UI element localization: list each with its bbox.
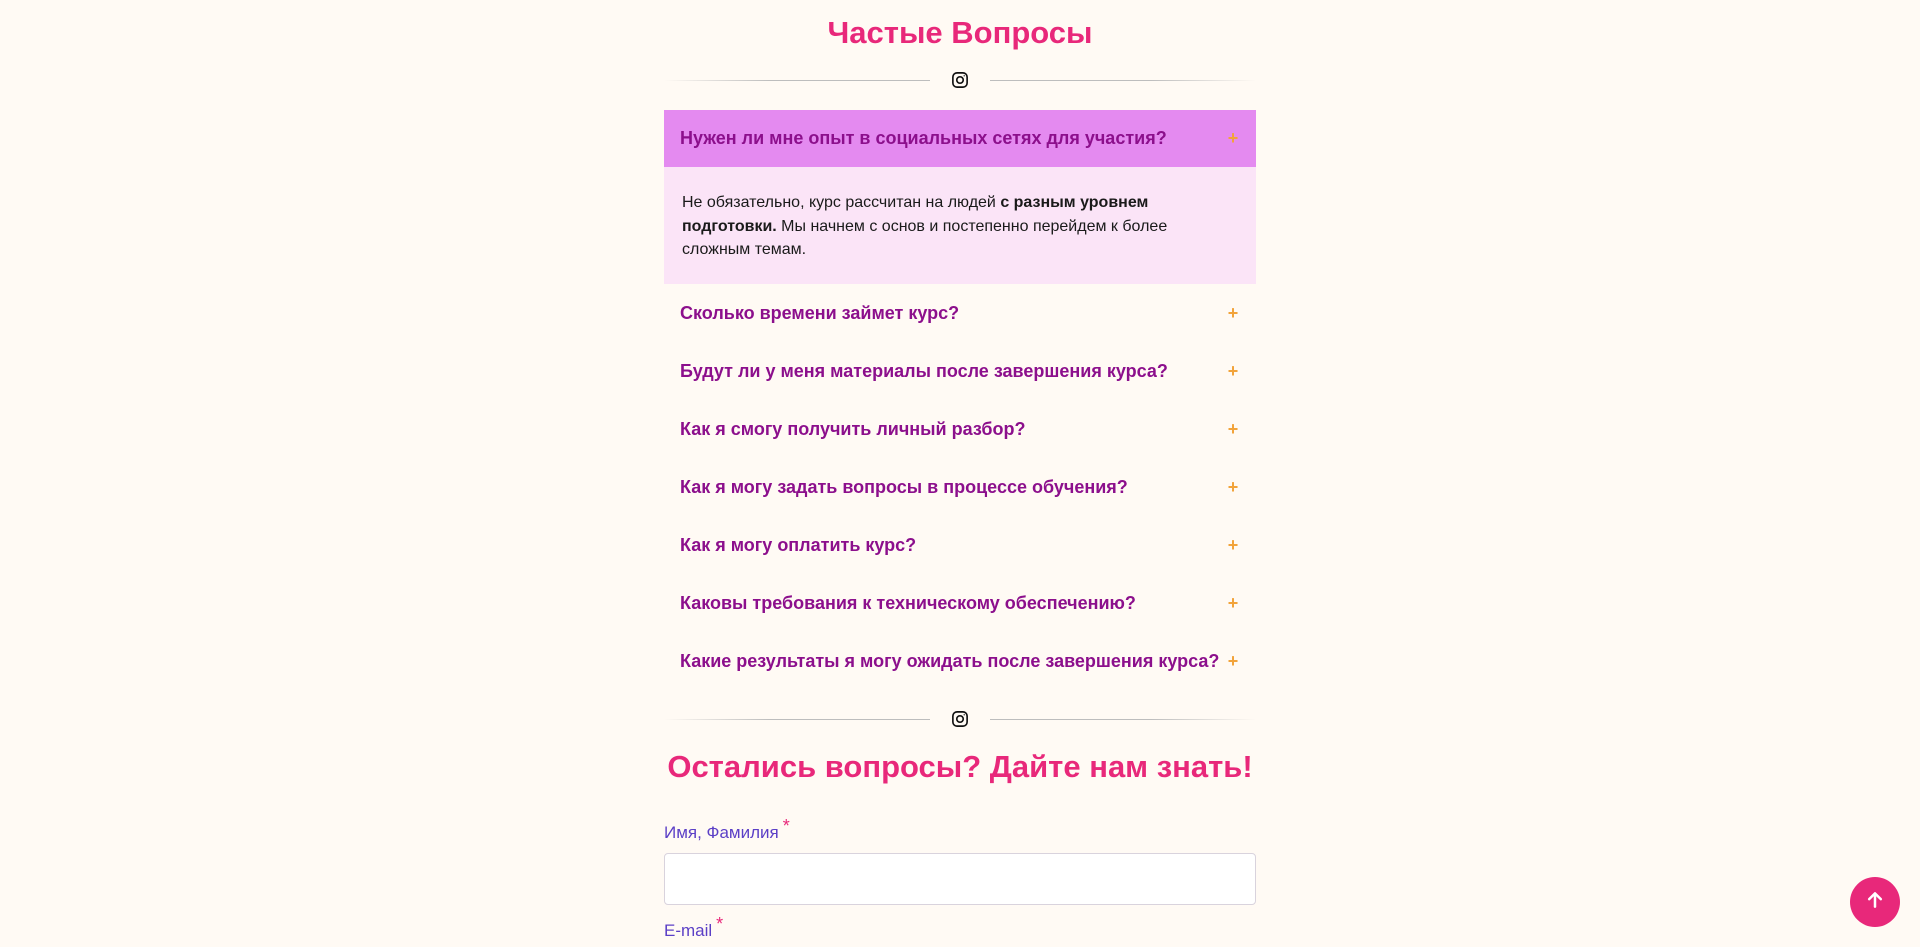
faq-question-text: Нужен ли мне опыт в социальных сетях для участия? xyxy=(680,128,1167,148)
faq-question-text: Какие результаты я могу ожидать после завершения курса? xyxy=(680,650,1220,671)
divider xyxy=(664,68,1256,92)
plus-icon: + xyxy=(1227,360,1239,381)
faq-question-text: Сколько времени займет курс? xyxy=(680,302,960,323)
faq-question-toggle[interactable] xyxy=(664,110,1256,167)
faq-answer xyxy=(664,167,1256,284)
email-label-text: E-mail xyxy=(664,921,713,940)
answer-emphasis: с разным уровнем подготовки. xyxy=(682,194,1149,235)
faq-heading: Частые Вопросы xyxy=(827,15,1093,50)
answer-text: Не обязательно, курс рассчитан на людей xyxy=(682,194,1001,211)
faq-item xyxy=(664,458,1256,516)
required-asterisk: * xyxy=(782,816,790,836)
divider-line xyxy=(664,719,930,720)
plus-icon: + xyxy=(1227,592,1239,613)
faq-question-toggle[interactable] xyxy=(664,284,1256,342)
divider-line xyxy=(664,80,930,81)
faq-item xyxy=(664,284,1256,342)
faq-item xyxy=(664,400,1256,458)
plus-icon: + xyxy=(1227,128,1239,148)
faq-question-toggle[interactable] xyxy=(664,342,1256,400)
plus-icon: + xyxy=(1227,302,1239,323)
faq-accordion xyxy=(664,110,1256,690)
instagram-icon xyxy=(950,709,970,729)
plus-icon: + xyxy=(1227,418,1239,439)
divider xyxy=(664,707,1256,731)
faq-item xyxy=(664,342,1256,400)
answer-text: Мы начнем с основ и постепенно перейдем к более сложным темам. xyxy=(682,217,1168,258)
contact-heading: Остались вопросы? Дайте нам знать! xyxy=(667,749,1253,784)
divider-line xyxy=(990,719,1256,720)
name-field[interactable] xyxy=(664,853,1256,905)
faq-question-toggle[interactable] xyxy=(664,516,1256,574)
faq-question-text: Как я могу оплатить курс? xyxy=(680,534,917,555)
faq-question-text: Как я могу задать вопросы в процессе обучения? xyxy=(680,476,1128,497)
required-asterisk: * xyxy=(716,914,724,934)
faq-question-toggle[interactable] xyxy=(664,400,1256,458)
email-field-label xyxy=(664,914,724,941)
faq-question-toggle[interactable] xyxy=(664,632,1256,690)
arrow-up-icon xyxy=(1865,890,1885,915)
faq-answer-text xyxy=(682,191,1202,262)
faq-item xyxy=(664,632,1256,690)
name-label-text: Имя, Фамилия xyxy=(664,823,779,842)
plus-icon: + xyxy=(1227,476,1239,497)
faq-question-text: Будут ли у меня материалы после завершения курса? xyxy=(680,360,1168,381)
faq-question-toggle[interactable] xyxy=(664,574,1256,632)
divider-line xyxy=(990,80,1256,81)
faq-question-toggle[interactable] xyxy=(664,458,1256,516)
faq-question-text: Как я смогу получить личный разбор? xyxy=(680,418,1026,439)
faq-item xyxy=(664,110,1256,284)
name-field-label xyxy=(664,816,790,843)
faq-item xyxy=(664,574,1256,632)
faq-item xyxy=(664,516,1256,574)
instagram-icon xyxy=(950,70,970,90)
scroll-to-top-button[interactable] xyxy=(1850,877,1900,927)
plus-icon: + xyxy=(1227,534,1239,555)
faq-question-text: Каковы требования к техническому обеспечению? xyxy=(680,592,1136,613)
plus-icon: + xyxy=(1227,650,1239,671)
